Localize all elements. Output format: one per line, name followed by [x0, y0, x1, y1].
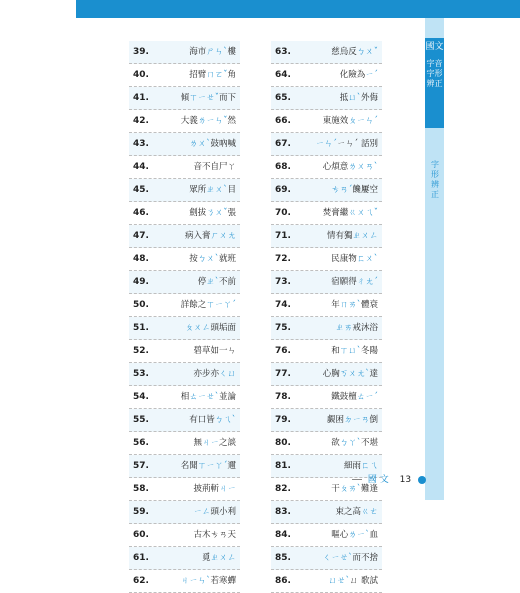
- phrase-suffix: 邇: [227, 461, 236, 471]
- phrase-prefix: 抵: [339, 93, 349, 103]
- table-row: [129, 179, 240, 202]
- item-number: 84.: [275, 530, 291, 540]
- phrase-zhuyin: ㄆㄨㄥ: [184, 323, 211, 333]
- phrase-zhuyin: ㄏㄨㄤ: [210, 231, 236, 241]
- item-number: 51.: [133, 323, 149, 333]
- item-number: 72.: [275, 254, 291, 264]
- table-row: [129, 524, 240, 547]
- phrase-prefix: 招臂: [189, 70, 207, 80]
- item-phrase: [323, 363, 378, 386]
- table-row: [271, 64, 382, 87]
- item-number: 42.: [133, 116, 149, 126]
- phrase-prefix: 覓: [201, 553, 211, 563]
- item-number: 49.: [133, 277, 149, 287]
- phrase-zhuyin: ㄩㄝˋ: [328, 576, 350, 586]
- table-row: [271, 202, 382, 225]
- phrase-zhuyin: ㄎㄨㄤˋ: [339, 369, 370, 379]
- item-phrase: [335, 317, 378, 340]
- phrase-prefix: 亦步亦: [193, 369, 219, 379]
- item-number: 68.: [275, 162, 291, 172]
- table-row: [129, 110, 240, 133]
- item-number: 58.: [133, 484, 149, 494]
- item-number: 47.: [133, 231, 149, 241]
- item-number: 44.: [133, 162, 149, 172]
- phrase-prefix: 宿願得: [331, 277, 357, 287]
- item-number: 67.: [275, 139, 291, 149]
- table-row: [129, 294, 240, 317]
- table-row: [129, 432, 240, 455]
- phrase-prefix: 嘔心: [331, 530, 349, 540]
- item-number: 50.: [133, 300, 149, 310]
- phrase-zhuyin: ㄌㄨˋ: [189, 139, 211, 149]
- phrase-zhuyin: ㄔㄤˊ: [356, 277, 378, 287]
- item-phrase: [331, 294, 378, 317]
- item-phrase: [185, 225, 236, 248]
- table-row: [271, 317, 382, 340]
- item-number: 61.: [133, 553, 149, 563]
- item-phrase: [189, 133, 236, 156]
- phrase-zhuyin: ㄅㄨˋ: [197, 254, 219, 264]
- table-row: [271, 110, 382, 133]
- item-number: 78.: [275, 392, 291, 402]
- phrase-suffix: 外侮: [360, 93, 378, 103]
- phrase-prefix: 披荊斬: [193, 484, 219, 494]
- phrase-zhuyin: ㄅㄚˋ: [339, 438, 361, 448]
- table-row: [129, 363, 240, 386]
- phrase-zhuyin: ㄆㄞˋ: [339, 484, 361, 494]
- phrase-prefix: 覷困: [326, 415, 344, 425]
- item-phrase: [329, 570, 378, 593]
- table-row: [271, 340, 382, 363]
- phrase-prefix: 病入膏: [184, 231, 211, 241]
- phrase-prefix: 干: [331, 484, 340, 494]
- item-number: 59.: [133, 507, 149, 517]
- phrase-suffix: 冬陽: [360, 346, 378, 356]
- phrase-suffix: 倒: [369, 415, 378, 425]
- table-row: [129, 87, 240, 110]
- phrase-suffix: 音不自尸ㄚ: [193, 162, 236, 172]
- phrase-prefix: 慈烏反: [331, 47, 357, 57]
- item-phrase: [198, 271, 236, 294]
- phrase-zhuyin: ㄇㄞˋ: [339, 300, 361, 310]
- item-number: 75.: [275, 323, 291, 333]
- phrase-suffix: ㄩ 歌試: [349, 576, 378, 586]
- item-phrase: [327, 225, 378, 248]
- table-row: [129, 64, 240, 87]
- table-row: [271, 501, 382, 524]
- item-phrase: [189, 409, 236, 432]
- phrase-prefix: 年: [331, 300, 340, 310]
- top-banner: [76, 0, 520, 18]
- phrase-suffix: 並論: [218, 392, 236, 402]
- item-phrase: [193, 501, 236, 524]
- item-number: 56.: [133, 438, 149, 448]
- phrase-suffix: 樓: [227, 47, 236, 57]
- left-column: [129, 41, 240, 593]
- phrase-suffix: 若寒蟬: [210, 576, 236, 586]
- phrase-zhuyin: ㄐㄧ: [218, 484, 236, 494]
- table-row: [271, 386, 382, 409]
- item-phrase: [335, 501, 378, 524]
- table-row: [271, 87, 382, 110]
- item-number: 39.: [133, 47, 149, 57]
- table-row: [271, 133, 382, 156]
- table-row: [271, 547, 382, 570]
- item-phrase: [189, 202, 236, 225]
- table-row: [271, 271, 382, 294]
- item-number: 70.: [275, 208, 291, 218]
- item-number: 41.: [133, 93, 149, 103]
- phrase-suffix: 目: [227, 185, 236, 195]
- table-row: [271, 432, 382, 455]
- phrase-zhuyin: ㄐㄧ: [201, 438, 219, 448]
- phrase-prefix: 眾所: [189, 185, 207, 195]
- phrase-prefix: 相: [180, 392, 190, 402]
- item-phrase: [189, 179, 236, 202]
- item-phrase: [331, 248, 378, 271]
- phrase-zhuyin: ㄓㄨㄥ: [352, 231, 378, 241]
- phrase-zhuyin: ㄊㄧˊ: [356, 392, 378, 402]
- phrase-zhuyin: ㄓㄨㄥ: [210, 553, 236, 563]
- table-row: [129, 386, 240, 409]
- phrase-zhuyin: ㄓㄨˋ: [206, 185, 228, 195]
- phrase-suffix: 碧草如一ㄣ: [193, 346, 236, 356]
- phrase-zhuyin: ㄌㄧㄣˇ: [197, 116, 228, 126]
- footer-rule: [352, 479, 362, 480]
- item-phrase: [323, 547, 378, 570]
- item-number: 66.: [275, 116, 291, 126]
- phrase-zhuyin: ㄍㄜ: [360, 507, 378, 517]
- phrase-suffix: 就班: [218, 254, 236, 264]
- table-row: [271, 294, 382, 317]
- table-row: [271, 409, 382, 432]
- item-number: 73.: [275, 277, 291, 287]
- item-phrase: [181, 87, 236, 110]
- phrase-zhuyin: ㄇㄛˇ: [206, 70, 228, 80]
- phrase-zhuyin: ㄧㄣˊ: [315, 139, 338, 149]
- phrase-zhuyin: ㄒㄧㄝˇ: [189, 93, 219, 103]
- phrase-suffix: 而不捨: [352, 553, 378, 563]
- phrase-prefix: 傾: [180, 93, 190, 103]
- phrase-zhuyin: ㄓㄞ: [335, 323, 353, 333]
- table-row: [129, 202, 240, 225]
- phrase-suffix: 血: [369, 530, 378, 540]
- item-number: 69.: [275, 185, 291, 195]
- phrase-prefix: 停: [197, 277, 207, 287]
- item-phrase: [181, 386, 236, 409]
- item-number: 74.: [275, 300, 291, 310]
- page-number: 13: [399, 475, 412, 485]
- item-number: 85.: [275, 553, 291, 563]
- table-row: [129, 317, 240, 340]
- phrase-suffix: 不堪: [360, 438, 378, 448]
- item-phrase: [193, 156, 236, 179]
- table-row: [129, 570, 240, 593]
- phrase-prefix: 按: [189, 254, 198, 264]
- phrase-zhuyin: ㄓˋ: [206, 277, 219, 287]
- item-number: 86.: [275, 576, 291, 586]
- phrase-zhuyin: ㄑㄧㄝˋ: [322, 553, 353, 563]
- item-number: 57.: [133, 461, 149, 471]
- phrase-zhuyin: ㄈㄟ: [360, 461, 378, 471]
- table-row: [129, 455, 240, 478]
- table-row: [129, 271, 240, 294]
- phrase-prefix: 心煩意: [322, 162, 349, 172]
- footer-subject: 國 文: [367, 475, 389, 485]
- phrase-zhuyin: ㄌㄧˋ: [348, 530, 370, 540]
- phrase-zhuyin: ㄩˋ: [348, 93, 361, 103]
- phrase-prefix: 劍拔: [189, 208, 207, 218]
- item-phrase: [331, 179, 378, 202]
- phrase-prefix: 海市: [189, 47, 207, 57]
- phrase-suffix: 古木ㄘㄢ天: [193, 530, 236, 540]
- phrase-zhuyin: ㄅㄟˋ: [214, 415, 236, 425]
- phrase-prefix: 束之高: [335, 507, 361, 517]
- side-subtitle: 字形辨正: [431, 160, 439, 199]
- item-phrase: [189, 41, 236, 64]
- phrase-prefix: 欲: [331, 438, 340, 448]
- item-phrase: [331, 386, 378, 409]
- item-phrase: [323, 156, 378, 179]
- item-phrase: [181, 570, 236, 593]
- item-number: 83.: [275, 507, 291, 517]
- footer-dot-icon: [418, 476, 426, 484]
- phrase-prefix: 名聞: [180, 461, 198, 471]
- table-row: [129, 501, 240, 524]
- table-row: [271, 570, 382, 593]
- phrase-suffix: 饞屢空: [352, 185, 378, 195]
- table-row: [129, 409, 240, 432]
- item-phrase: [181, 455, 236, 478]
- phrase-suffix: 體衰: [360, 300, 378, 310]
- item-phrase: [331, 524, 378, 547]
- table-row: [129, 133, 240, 156]
- item-phrase: [327, 409, 378, 432]
- item-number: 77.: [275, 369, 291, 379]
- item-phrase: [340, 64, 378, 87]
- item-phrase: [193, 363, 236, 386]
- right-column: [271, 41, 382, 593]
- phrase-suffix: ㄧㄣˊ 話別: [337, 139, 378, 149]
- item-phrase: [202, 547, 236, 570]
- item-phrase: [340, 87, 378, 110]
- item-number: 45.: [133, 185, 149, 195]
- side-tab[interactable]: [425, 38, 444, 128]
- item-phrase: [331, 432, 378, 455]
- phrase-prefix: 無: [193, 438, 202, 448]
- page-footer: [352, 472, 426, 485]
- phrase-zhuyin: ㄒㄩˋ: [339, 346, 361, 356]
- item-phrase: [185, 317, 236, 340]
- phrase-prefix: 民康物: [331, 254, 357, 264]
- phrase-zhuyin: ㄕㄣˋ: [206, 47, 228, 57]
- item-phrase: [193, 478, 236, 501]
- phrase-suffix: 達: [369, 369, 378, 379]
- phrase-zhuyin: ㄒㄧㄚˊ: [206, 300, 236, 310]
- item-phrase: [181, 294, 236, 317]
- item-number: 81.: [275, 461, 291, 471]
- table-row: [271, 179, 382, 202]
- phrase-zhuyin: ㄧˊ: [365, 70, 378, 80]
- item-phrase: [189, 248, 236, 271]
- table-row: [129, 248, 240, 271]
- item-number: 82.: [275, 484, 291, 494]
- item-number: 46.: [133, 208, 149, 218]
- item-number: 53.: [133, 369, 149, 379]
- phrase-zhuyin: ㄍㄨㄟˇ: [348, 208, 378, 218]
- table-row: [129, 41, 240, 64]
- item-number: 79.: [275, 415, 291, 425]
- table-row: [129, 225, 240, 248]
- item-phrase: [323, 110, 378, 133]
- phrase-prefix: 焚膏繼: [322, 208, 349, 218]
- item-number: 62.: [133, 576, 149, 586]
- item-number: 54.: [133, 392, 149, 402]
- table-row: [271, 363, 382, 386]
- item-phrase: [193, 432, 236, 455]
- phrase-prefix: 心胸: [322, 369, 340, 379]
- phrase-prefix: 有口皆: [189, 415, 215, 425]
- item-phrase: [331, 271, 378, 294]
- phrase-zhuyin: ㄊㄧㄝˋ: [189, 392, 219, 402]
- item-number: 55.: [133, 415, 149, 425]
- phrase-suffix: 難逢: [360, 484, 378, 494]
- phrase-zhuyin: ㄒㄧㄚˊ: [197, 461, 228, 471]
- phrase-suffix: 鼓吶喊: [210, 139, 236, 149]
- phrase-prefix: 化險為: [339, 70, 366, 80]
- item-number: 71.: [275, 231, 291, 241]
- phrase-prefix: 鐵鼓檀: [331, 392, 357, 402]
- phrase-zhuyin: ㄑㄩ: [218, 369, 236, 379]
- item-phrase: [323, 202, 378, 225]
- phrase-zhuyin: ㄧㄥ: [193, 507, 211, 517]
- item-phrase: [193, 524, 236, 547]
- item-phrase: [193, 340, 236, 363]
- phrase-suffix: 不前: [218, 277, 236, 287]
- phrase-zhuyin: ㄅㄨˇ: [356, 47, 378, 57]
- phrase-suffix: 頭垢面: [210, 323, 236, 333]
- item-number: 60.: [133, 530, 149, 540]
- phrase-zhuyin: ㄉㄧㄢ: [343, 415, 370, 425]
- side-tab-label: 國文: [425, 42, 444, 52]
- table-row: [271, 248, 382, 271]
- phrase-prefix: 大義: [180, 116, 198, 126]
- phrase-prefix: 細雨: [343, 461, 361, 471]
- table-row: [271, 225, 382, 248]
- phrase-zhuyin: ㄋㄨˇ: [206, 208, 228, 218]
- item-number: 43.: [133, 139, 149, 149]
- phrase-prefix: 詳餘之: [180, 300, 207, 310]
- phrase-zhuyin: ㄐㄧㄣˋ: [180, 576, 211, 586]
- table-row: [129, 156, 240, 179]
- phrase-suffix: 戒沐浴: [352, 323, 378, 333]
- item-number: 76.: [275, 346, 291, 356]
- table-row: [129, 340, 240, 363]
- item-phrase: [331, 340, 378, 363]
- item-phrase: [316, 133, 378, 156]
- item-number: 80.: [275, 438, 291, 448]
- table-row: [271, 156, 382, 179]
- item-number: 64.: [275, 70, 291, 80]
- item-number: 40.: [133, 70, 149, 80]
- item-phrase: [181, 110, 236, 133]
- phrase-prefix: 東施效: [322, 116, 349, 126]
- phrase-suffix: 之談: [218, 438, 236, 448]
- phrase-zhuyin: ㄆㄧㄣˊ: [348, 116, 378, 126]
- side-tab-subtitle: 字音字形辨正: [426, 59, 443, 88]
- table-row: [271, 524, 382, 547]
- item-number: 65.: [275, 93, 291, 103]
- phrase-zhuyin: ㄌㄨㄢˋ: [348, 162, 378, 172]
- phrase-prefix: 和: [331, 346, 340, 356]
- table-row: [129, 547, 240, 570]
- phrase-suffix: 張: [227, 208, 236, 218]
- item-number: 52.: [133, 346, 149, 356]
- phrase-prefix: 情有獨: [326, 231, 353, 241]
- phrase-suffix: 頭小利: [210, 507, 236, 517]
- phrase-suffix: 角: [227, 70, 236, 80]
- phrase-zhuyin: ㄘㄢˊ: [331, 185, 353, 195]
- item-number: 48.: [133, 254, 149, 264]
- phrase-suffix: 而下: [218, 93, 236, 103]
- item-number: 63.: [275, 47, 291, 57]
- item-phrase: [189, 64, 236, 87]
- phrase-zhuyin: ㄈㄨˋ: [356, 254, 378, 264]
- table-row: [271, 41, 382, 64]
- item-phrase: [331, 41, 378, 64]
- table-row: [129, 478, 240, 501]
- phrase-suffix: 然: [227, 116, 236, 126]
